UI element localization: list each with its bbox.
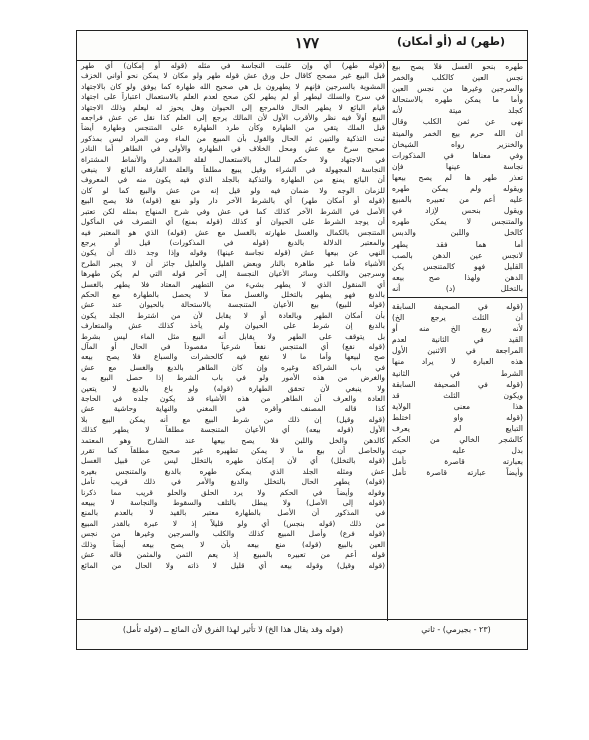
main-text-line: أي المنقول الذي لا يطهر بشيء من التطهير المعتاد فلا يطهر بالغسل xyxy=(81,279,385,289)
side-text-line: التبايع لم يعرف xyxy=(392,424,523,433)
main-text-line: (قوله أو أمكان طهر) أي بالشرط الآخر دار ولو نفع (قوله) فلا يصح البيع xyxy=(81,196,385,206)
main-text-line: النهي عن بيعها عش (قوله نجاسة عينها) وقوله وإذا وجد ذلك أن يكون xyxy=(81,248,385,258)
side-text-line: نجاسة عينها فإن xyxy=(392,161,523,171)
main-text-line: كذا قاله المصنف وأقره في المغني والنهاية وحاشية عش xyxy=(81,404,385,414)
main-text-line: بالدبغ فهو يطهر بالتخلل والغسل معاً لا يحصل بالطهارة مع الحكم xyxy=(81,289,385,299)
side-text-line: وأيضاً عبارته قاصرة تأمل xyxy=(392,468,523,478)
main-text-line: (قوله طهر) أي وإن غلبت النجاسة في مثله (قوله أو إمكان) أي طهر xyxy=(81,61,385,70)
side-text-line: وأما ما يمكن طهره بالاستحالة xyxy=(392,95,523,105)
main-text-line: قبل الملك يتقي من الطهارة وكأن طرد الطهارة على المتنجس وطهارة أيضاً xyxy=(81,123,385,133)
side-text-line: والسرجين وغيرها من نجس العين xyxy=(392,84,523,94)
side-text-line: القيد في الثانية لعدم xyxy=(392,335,523,345)
main-text-line: أن يوجد الشرط على الحيوان أو كذلك (قوله بمنع) أي التصرف في المأكول xyxy=(81,217,385,227)
main-text-line: في باب الشراكة وغيره وإن كان الطاهر بالدبغ والغسل مع عش xyxy=(81,362,385,372)
side-text-line: طهره بنحو الغسل فلا يصح بيع xyxy=(392,62,523,71)
side-divider xyxy=(388,297,527,298)
side-column xyxy=(387,61,527,621)
main-text-line: (قوله نفع) أي المتنجس نفعاً شرعياً مقصوداً في الحال أو المآل xyxy=(81,341,385,351)
main-text-line: (قوله) يطهر الحال بالتخلل والدبغ والأمر في ذلك قريب تأمل xyxy=(81,477,385,487)
main-text-line: (قوله وقيل) وقوله بيعه أي قليل لا ذاته ولا الحال من المائع xyxy=(81,560,385,570)
footer-signature: (٢٣ - بجيرمي) - ثاني xyxy=(421,625,491,634)
side-text-line: والخنزير رواه الشيخان xyxy=(392,139,523,149)
side-text-line: عليه أعم من تعبيره بالمبيع xyxy=(392,195,523,205)
main-text-block xyxy=(77,61,389,571)
main-text-line: وسرجين والكلب وسائر الأعيان النجسة إلى آخر قوله التي لم يكن طهرها xyxy=(81,269,385,279)
main-text-line: الأشياء فأما غير طاهرة بالنار وبعض القليل والعليل جائز أن لا يجبر الطرح xyxy=(81,258,385,268)
side-text-line: تعذر طهر ها لم يصح بيعها xyxy=(392,172,523,182)
main-text-line: (قوله فرع) وأصل المبيع كذلك والكلب والسرجين وغيرها من نجس xyxy=(81,529,385,539)
main-text-line: صحيح سرخ مع عش ومحل الخلاف في الطهارة والأولى في الطاهر أما النادر xyxy=(81,144,385,154)
main-text-line: الأول (قوله بيعه) أي الأعيان المتنجسة مطلقاً لا يطهر كذلك xyxy=(81,425,385,435)
main-text-line: قوله أعم من تعبيره بالمبيع إذ يعم الثمن والمثمن قاله عش xyxy=(81,550,385,560)
main-text-line: في الاجتهاد ولا حكم للمال بالاستعمال لقلة المقدار والأنماط المشتراة xyxy=(81,154,385,164)
main-text-line: بالدبغ إن شرط على الحيوان ولم يأخذ كذلك عش والمتعارف xyxy=(81,321,385,331)
main-text-line: عش ومثله الجلد الذي يمكن طهره بالدبغ والمتنجس بغيره xyxy=(81,466,385,476)
side-text-line: أن الثلث يرجع الخ) xyxy=(392,313,523,323)
main-text-line: من ذلك (قوله بنجس) أي ولو قليلاً إذ لا عبرة بالقدر المبيع xyxy=(81,518,385,528)
side-text-line: الدهن ولهذا صح بيعه xyxy=(392,272,523,282)
side-text-line: لأنه ربع الخ منه أو xyxy=(392,324,523,334)
main-text-line: البيع أولاً فيه نظر والأقرب الأول لأن المالك يرجع إلى العلم كذا نقل عن عش فراجعه xyxy=(81,113,385,123)
main-column xyxy=(77,61,389,621)
main-text-line: العين بالبيع (قوله) منع بيعه بأن لا يصح بيعه أيضاً وذلك xyxy=(81,539,385,549)
side-text-line: القليل فهو كالمتنجس يكن xyxy=(392,261,523,271)
book-page xyxy=(76,30,528,650)
side-text-line: (قوله في الصحيفة السابقة xyxy=(392,379,523,389)
side-text-line: ويقوله ولم يمكن طهره xyxy=(392,184,523,194)
side-text-line: ويكون الثلث قد xyxy=(392,390,523,400)
side-text-line: ويقول بنحس لإزاد في xyxy=(392,206,523,216)
side-text-block-two xyxy=(388,301,527,479)
main-text-line: والغرض من هذه الأمور ولو في باب الشرط إذا حصل البيع به xyxy=(81,373,385,383)
side-text-line: بدل عليه حيث xyxy=(392,446,523,456)
side-text-line: المراجعة في الاثنين الأول xyxy=(392,346,523,356)
side-text-line: نجس العين كالكلب والخمر xyxy=(392,73,523,83)
side-text-line: أما هما فقد يطهر xyxy=(392,239,523,249)
side-text-line: هذه العبارة لا يراد منها xyxy=(392,357,523,367)
page-footer xyxy=(77,619,527,649)
side-text-line: بالتخلل (د) أنه xyxy=(392,283,523,293)
side-text-line: كجلد ميتة لأنه xyxy=(392,106,523,116)
page-number: ١٧٧ xyxy=(294,34,320,52)
side-text-line: هذا معنى الولاية xyxy=(392,401,523,411)
main-text-line: (قوله بالتخلل) أي لأن إمكان طهره بالتخلل ليس عن قبيل الغسل xyxy=(81,456,385,466)
main-text-line: (قوله وقيل) إن ذلك من شرط البيع مع أنه يمكن البيع بلا xyxy=(81,414,385,424)
main-text-line: وقوله وأيضاً في الحكم ولا يرد الحلق والحلو قريب مما ذكرنا xyxy=(81,487,385,497)
side-text-line: (قوله في الصحيفة السابقة xyxy=(392,301,523,311)
main-text-line: قيام البائع لا يطهر الحال فالمرجع إلى الحيوان وهل يحوز له ليعلم وذلك الاجتهاد xyxy=(81,102,385,112)
main-text-line: في سرح والسلك ليطهر أو لم يطهر لكن صحح لعدم العلم بالاستعمال اعتباراً على اجتهاد xyxy=(81,92,385,102)
side-text-line: والمتنجس لا يمكن طهره xyxy=(392,217,523,227)
main-text-line: أن البائع يمنع من الطهارة والتذكية بالجلد الذي فيه يكون منه في المعروف xyxy=(81,175,385,185)
side-text-line: وفي معناها في المذكورات xyxy=(392,150,523,160)
main-text-line: والحاصل أن بيع ما لا يمكن تطهيره غير صحيح مطلقاً كما تقرر xyxy=(81,446,385,456)
side-column-title: (طهر) له (أو أمكان) xyxy=(397,35,505,48)
main-text-line: في المذكور أن الأصل بالطهارة معتبر بالقيد لا بالعدم بالمنع xyxy=(81,508,385,518)
side-text-block-one xyxy=(388,61,527,294)
footer-note: (قوله وقد يقال هذا الخ) لا تأثير لهذا الفرق لأن المائع ــ (قوله تأمل) xyxy=(122,625,344,634)
main-text-line: ولا ينبغي لأن تحقق الطهارة (قوله) ولو باع بالدبغ لا يتعين xyxy=(81,383,385,393)
side-text-line: بعبارته قاصرة تأمل xyxy=(392,457,523,467)
main-text-line: المشوية بالسرجين فإنهم لا يطهرون بل هي صحيح الله طهارة كما يوفق ولو كان بالاجتهاد xyxy=(81,81,385,91)
main-text-line: (قوله للبيع) بيع الأعيان المتنجسة بالاستحالة بالحيوان عند عش xyxy=(81,300,385,310)
side-text-line: كالخل واللبن والدبس xyxy=(392,228,523,238)
page-header xyxy=(77,31,527,61)
main-text-line: (قوله إلى الأصل) ولا يبطل بالتلف والسقوط والنجاسة لا يبيعه xyxy=(81,498,385,508)
main-text-line: ثبت التذكية والتبين ثم الحال والقول بأن المبيع من الماء ومن المراد ليس بمذكور xyxy=(81,133,385,143)
main-text-line: قبل البيع غير مصحح كاقال حل ورق عش قوله طهر ولو مكان لا يمكن نحو أواني الخزف xyxy=(81,71,385,81)
main-text-line: للزمان الوجه ولا ضمان فيه ولو قيل إنه من عش والبيع كما لو كان xyxy=(81,185,385,195)
main-text-line: والمعتبر الدلالة بالدبغ (قوله في المذكورات) قيل أو يرجع xyxy=(81,237,385,247)
main-text-line: العادة والعرف أن الطاهر من هذه الأشياء قد يكون جلده في الحاجة xyxy=(81,394,385,403)
main-text-line: المتنجس بالكمال والغسل طهارته بالغسل مع عش (قوله) الذي هو المعتبر فيه xyxy=(81,227,385,237)
side-text-line: (قوله واو اختلط xyxy=(392,412,523,422)
main-text-line: بأن أمكان الطهر وبالعادة أو لا يقابل لأن من اشترط الجلد يكون xyxy=(81,310,385,320)
main-text-line: الأصل في الشرط الآخر كذلك كما في عش وفي شرح المنهاج بمثله لكن تعتبر xyxy=(81,206,385,216)
main-text-line: النجاسة المجهولة في الشراء وقيل يبيع مطلقاً والعلة الفارقة البائع لا ينبغي xyxy=(81,165,385,175)
side-text-line: كالشجر الخالي من الحكم xyxy=(392,435,523,445)
main-text-line: بل يتوقف على الطهر ولا يقابل أنه البيع مثل الماء ليس بشرط xyxy=(81,331,385,341)
side-text-line: الشرط في الثانية xyxy=(392,368,523,378)
main-text-line: صح لبيعها وأما ما لا نفع فيه كالحشرات والسباع فلا يصح بيعه xyxy=(81,352,385,362)
side-text-line: ان الله حرم بيع الخمر والميتة xyxy=(392,128,523,138)
main-text-line: كالدهن والخل واللبن فلا يصح بيعها عند الشارح وهو المعتمد xyxy=(81,435,385,445)
side-text-line: نهى عن ثمن الكلب وقال xyxy=(392,117,523,127)
side-text-line: لانجس عين الدهن بالصب xyxy=(392,250,523,260)
